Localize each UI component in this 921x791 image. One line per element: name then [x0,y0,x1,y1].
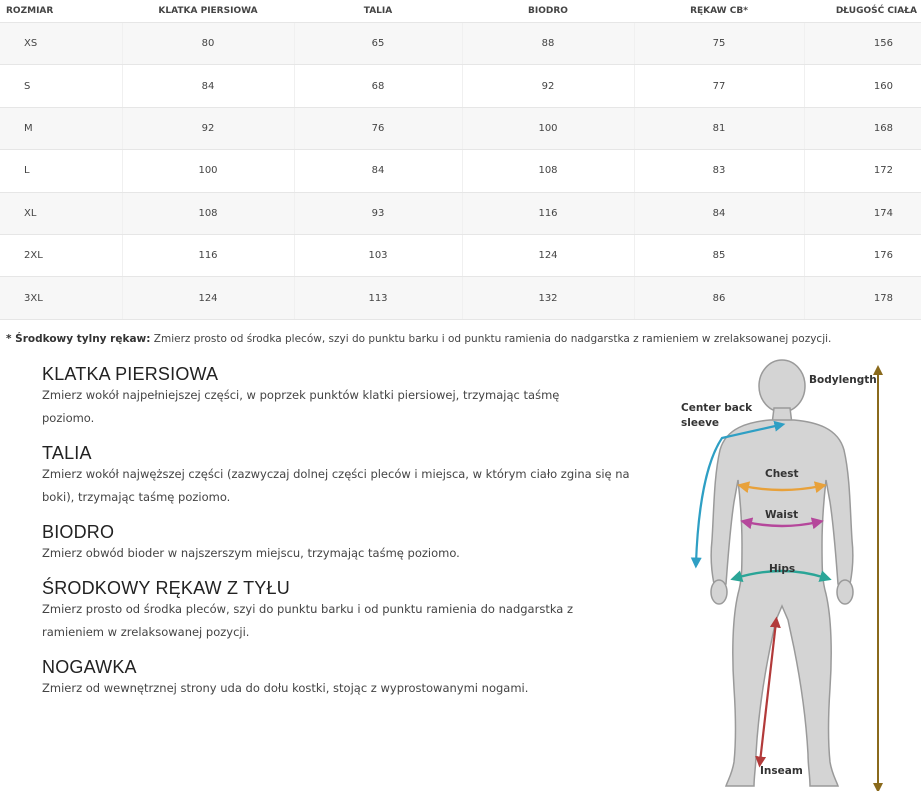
guide-hip-title: BIODRO [42,522,115,542]
hips-label: Hips [769,563,796,575]
value-cell: 84 [634,192,804,234]
header-waist: TALIA [294,0,462,23]
size-cell: S [0,65,122,107]
table-row [0,150,921,192]
size-cell: 3XL [0,277,122,319]
value-cell: 168 [804,107,921,149]
value-cell: 124 [122,277,294,319]
table-row [0,23,921,65]
table-row [0,277,921,319]
value-cell: 83 [634,150,804,192]
size-cell: L [0,150,122,192]
value-cell: 88 [462,23,634,65]
footnote-label: * Środkowy tylny rękaw: [6,333,151,345]
center-back-label-line2: sleeve [681,417,720,429]
size-table [0,0,921,320]
value-cell: 103 [294,234,462,276]
guide-waist [42,443,662,509]
value-cell: 85 [634,234,804,276]
guide-sleeve [42,578,662,644]
measurement-guide [42,364,662,713]
table-row [0,192,921,234]
bodylength-label: Bodylength [809,374,877,386]
value-cell: 92 [462,65,634,107]
guide-leg [42,657,662,700]
value-cell: 174 [804,192,921,234]
guide-chest-title: KLATKA PIERSIOWA [42,364,219,384]
guide-sleeve-text: Zmierz prosto od środka pleców, szyi do punktu barku i od punktu ramienia do nadgarstka z ramieniem w zrelaksowanej pozycji. [42,602,574,639]
table-row [0,234,921,276]
body-measurement-figure [670,358,921,791]
value-cell: 80 [122,23,294,65]
value-cell: 77 [634,65,804,107]
size-cell: M [0,107,122,149]
guide-leg-title: NOGAWKA [42,657,137,677]
value-cell: 76 [294,107,462,149]
value-cell: 68 [294,65,462,107]
size-cell: XL [0,192,122,234]
value-cell: 84 [122,65,294,107]
value-cell: 156 [804,23,921,65]
size-cell: XS [0,23,122,65]
header-sleeve: RĘKAW CB* [634,0,804,23]
chest-label: Chest [765,468,799,480]
value-cell: 75 [634,23,804,65]
footnote [6,333,831,345]
value-cell: 160 [804,65,921,107]
table-row [0,65,921,107]
body-figure-svg [670,358,921,791]
header-bodylength: DŁUGOŚĆ CIAŁA [804,0,921,23]
guide-chest [42,364,662,430]
value-cell: 100 [462,107,634,149]
guide-chest-text: Zmierz wokół najpełniejszej części, w poprzek punktów klatki piersiowej, trzymając taśmę poziomo. [42,388,560,425]
value-cell: 108 [462,150,634,192]
guide-leg-text: Zmierz od wewnętrznej strony uda do dołu kostki, stojąc z wyprostowanymi nogami. [42,681,529,695]
inseam-label: Inseam [760,765,803,777]
value-cell: 92 [122,107,294,149]
table-row [0,107,921,149]
value-cell: 81 [634,107,804,149]
value-cell: 124 [462,234,634,276]
table-header-row [0,0,921,23]
guide-hip [42,522,662,565]
value-cell: 116 [122,234,294,276]
value-cell: 176 [804,234,921,276]
value-cell: 100 [122,150,294,192]
value-cell: 178 [804,277,921,319]
footnote-text: Zmierz prosto od środka pleców, szyi do punktu barku i od punktu ramienia do nadgarstka z ramieniem w zrelaksowanej pozycji. [150,333,832,345]
value-cell: 116 [462,192,634,234]
value-cell: 84 [294,150,462,192]
value-cell: 108 [122,192,294,234]
guide-waist-text: Zmierz wokół najwęższej części (zazwyczaj dolnej części pleców i miejsca, w którym ciało zgina się na boki), trzymając taśmę poziomo. [42,467,630,504]
guide-hip-text: Zmierz obwód bioder w najszerszym miejscu, trzymając taśmę poziomo. [42,546,460,560]
value-cell: 172 [804,150,921,192]
size-cell: 2XL [0,234,122,276]
header-chest: KLATKA PIERSIOWA [122,0,294,23]
value-cell: 65 [294,23,462,65]
center-back-label-line1: Center back [681,402,753,414]
guide-waist-title: TALIA [42,443,92,463]
header-size: ROZMIAR [0,0,122,23]
value-cell: 113 [294,277,462,319]
value-cell: 132 [462,277,634,319]
waist-label: Waist [765,509,799,521]
value-cell: 93 [294,192,462,234]
guide-sleeve-title: ŚRODKOWY RĘKAW Z TYŁU [42,578,290,598]
header-hip: BIODRO [462,0,634,23]
value-cell: 86 [634,277,804,319]
